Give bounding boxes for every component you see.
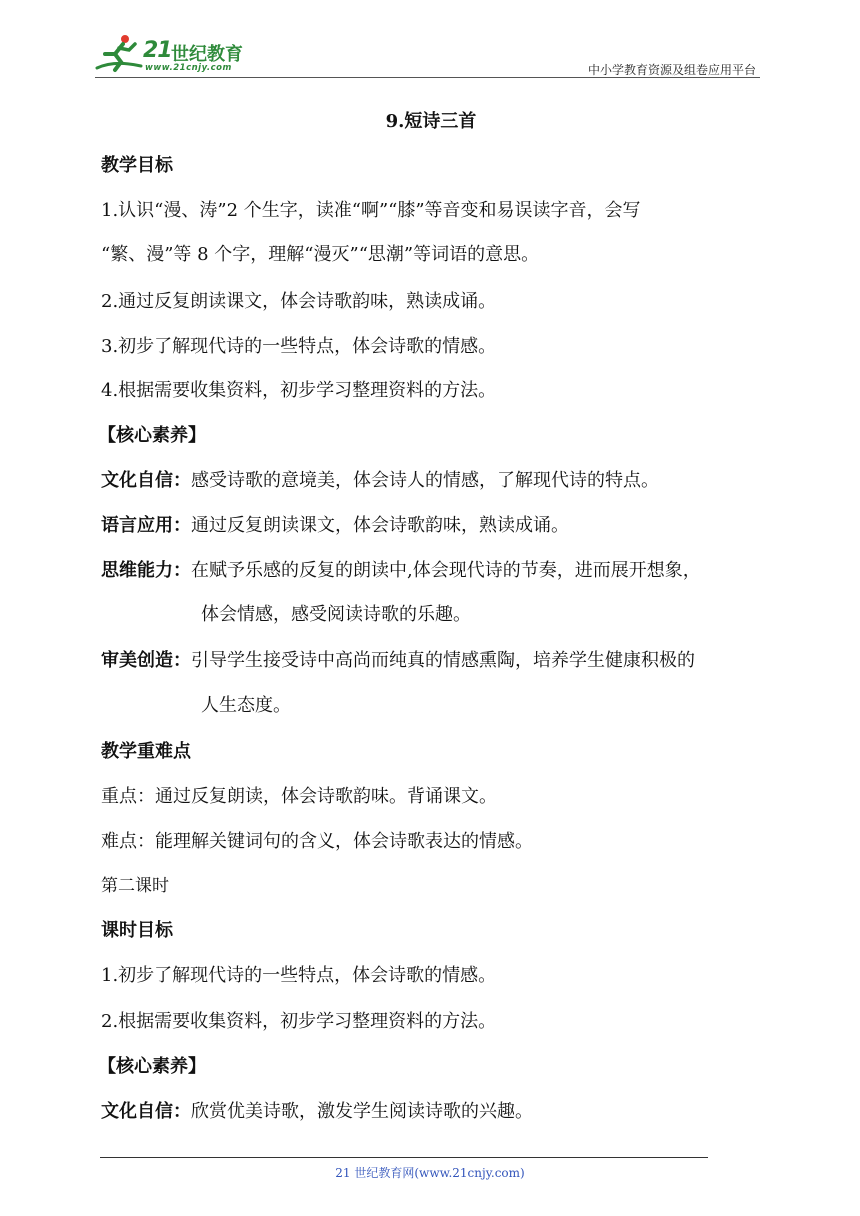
literacy-term: 审美创造：	[101, 650, 191, 671]
key-point: 重点：通过反复朗读，体会诗歌韵味。背诵课文。	[101, 786, 497, 807]
goal-4: 4.根据需要收集资料，初步学习整理资料的方法。	[101, 380, 497, 401]
logo-number: 21	[143, 38, 172, 63]
goal-3: 3.初步了解现代诗的一些特点，体会诗歌的情感。	[101, 336, 497, 357]
section-heading-teaching-goals: 教学目标	[101, 155, 173, 176]
literacy-continuation: 人生态度。	[201, 695, 291, 716]
page-header	[95, 30, 760, 78]
literacy-term: 文化自信：	[101, 1101, 191, 1122]
literacy-text: 引导学生接受诗中高尚而纯真的情感熏陶，培养学生健康积极的	[191, 650, 695, 671]
goal-1-line-2: “繁、漫”等 8 个字，理解“漫灭”“思潮”等词语的意思。	[101, 244, 540, 265]
core-literacy-heading-2: 【核心素养】	[98, 1056, 206, 1077]
literacy-item	[101, 469, 659, 493]
footer-link[interactable]: 21 世纪教育网(www.21cnjy.com)	[335, 1166, 525, 1180]
lesson-goal-2: 2.根据需要收集资料，初步学习整理资料的方法。	[101, 1011, 497, 1032]
literacy-text: 欣赏优美诗歌，激发学生阅读诗歌的兴趣。	[191, 1101, 533, 1122]
section-heading-lesson-goals: 课时目标	[101, 920, 173, 941]
literacy-item	[101, 514, 569, 538]
header-platform-text: 中小学教育资源及组卷应用平台	[587, 63, 756, 77]
literacy-text: 在赋予乐感的反复的朗读中,体会现代诗的节奏，进而展开想象，	[191, 560, 701, 581]
literacy-continuation: 体会情感，感受阅读诗歌的乐趣。	[201, 604, 471, 625]
literacy-item	[101, 649, 695, 673]
goal-1-line-1: 1.认识“漫、涛”2 个生字，读准“啊”“膝”等音变和易误读字音，会写	[101, 200, 641, 221]
document-title: 9.短诗三首	[385, 111, 477, 132]
runner-logo-icon	[95, 32, 147, 74]
core-literacy-heading: 【核心素养】	[98, 425, 206, 446]
literacy-term: 语言应用：	[101, 515, 191, 536]
literacy-item	[101, 559, 701, 583]
literacy-item	[101, 1100, 533, 1124]
logo-url: www.21cnjy.com	[145, 63, 232, 73]
literacy-term: 思维能力：	[101, 560, 191, 581]
literacy-term: 文化自信：	[101, 470, 191, 491]
lesson-label: 第二课时	[101, 876, 169, 896]
literacy-text: 通过反复朗读课文，体会诗歌韵味，熟读成诵。	[191, 515, 569, 536]
literacy-text: 感受诗歌的意境美，体会诗人的情感，了解现代诗的特点。	[191, 470, 659, 491]
section-heading-key-points: 教学重难点	[101, 741, 191, 762]
site-logo[interactable]	[95, 32, 265, 74]
footer-divider	[100, 1157, 708, 1158]
goal-2: 2.通过反复朗读课文，体会诗歌韵味，熟读成诵。	[101, 291, 497, 312]
lesson-goal-1: 1.初步了解现代诗的一些特点，体会诗歌的情感。	[101, 965, 497, 986]
header-divider	[95, 77, 760, 78]
logo-text: 世纪教育	[171, 44, 243, 65]
difficult-point: 难点：能理解关键词句的含义，体会诗歌表达的情感。	[101, 831, 533, 852]
